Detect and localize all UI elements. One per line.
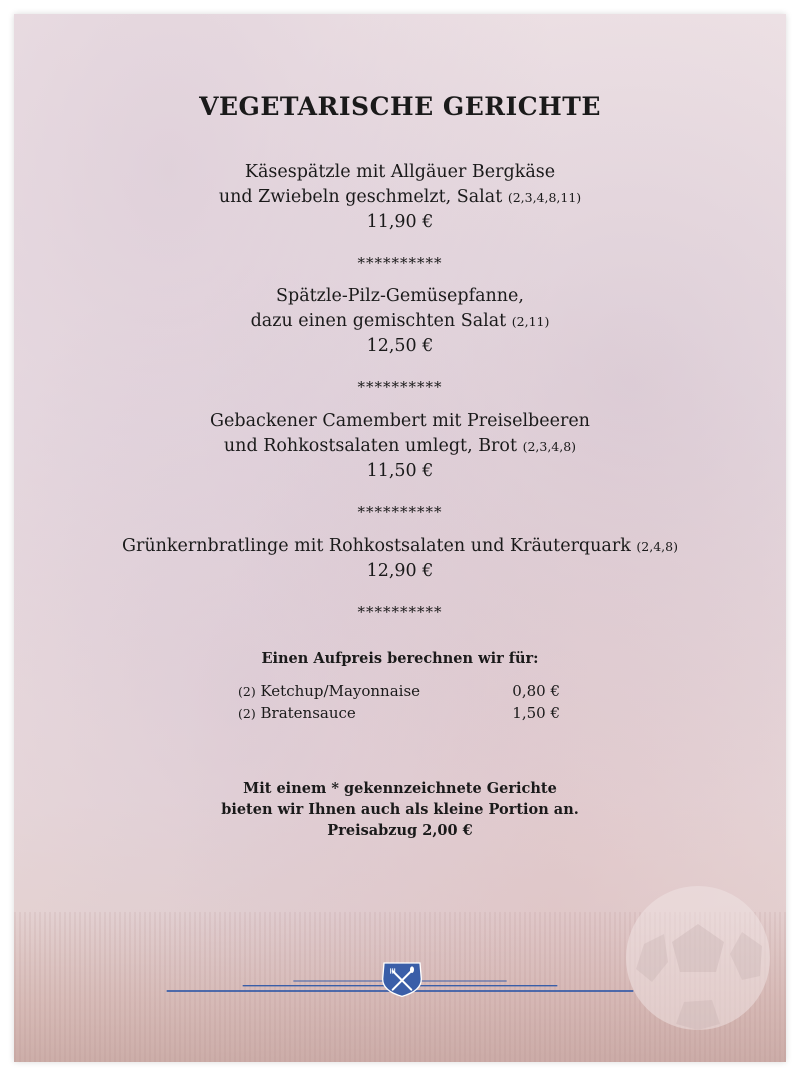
- dish-1-line2: und Zwiebeln geschmelzt, Salat: [218, 187, 503, 207]
- dish-2-line1: Spätzle-Pilz-Gemüsepfanne,: [276, 286, 524, 306]
- surcharge-row-2: [238, 704, 560, 722]
- surcharge-1-price: 0,80 €: [512, 682, 560, 700]
- surcharge-2-name: Bratensauce: [260, 704, 356, 722]
- dish-1: [14, 160, 786, 235]
- dish-1-price: 11,90 €: [366, 212, 434, 232]
- page-title: VEGETARISCHE GERICHTE: [199, 92, 601, 121]
- separator-4: **********: [357, 603, 443, 621]
- portion-note: [14, 778, 786, 841]
- dish-2-price: 12,50 €: [366, 336, 434, 356]
- surcharge-2-code: (2): [238, 706, 256, 721]
- dish-2-line2: dazu einen gemischten Salat: [250, 311, 507, 331]
- separator-2: **********: [357, 378, 443, 396]
- surcharge-title: Einen Aufpreis berechnen wir für:: [261, 650, 539, 667]
- football-icon: [624, 884, 772, 1032]
- surcharge-row-1: [238, 682, 560, 700]
- separator-3: **********: [357, 503, 443, 521]
- dish-2: [14, 284, 786, 359]
- dish-3-line2: und Rohkostsalaten umlegt, Brot: [223, 436, 517, 456]
- dish-4-line1: Grünkernbratlinge mit Rohkostsalaten und Kräuterquark: [122, 536, 631, 556]
- dish-3-line1: Gebackener Camembert mit Preiselbeeren: [210, 411, 590, 431]
- dish-4-allergens: (2,4,8): [636, 539, 678, 554]
- separator-1: **********: [357, 254, 443, 272]
- surcharge-2-price: 1,50 €: [512, 704, 560, 722]
- menu-page: [14, 14, 786, 1062]
- surcharge-1-code: (2): [238, 684, 256, 699]
- note-line3: Preisabzug 2,00 €: [327, 822, 473, 839]
- dish-4-price: 12,90 €: [366, 561, 434, 581]
- dish-4: [14, 534, 786, 584]
- surcharge-1-name: Ketchup/Mayonnaise: [260, 682, 421, 700]
- dish-2-allergens: (2,11): [511, 314, 550, 329]
- footer-crest: [14, 959, 786, 999]
- note-line1: Mit einem * gekennzeichnete Gerichte: [243, 780, 557, 797]
- dish-1-allergens: (2,3,4,8,11): [507, 190, 582, 205]
- dish-3-price: 11,50 €: [366, 461, 434, 481]
- dish-1-line1: Käsespätzle mit Allgäuer Bergkäse: [244, 162, 556, 182]
- dish-3: [14, 409, 786, 484]
- note-line2: bieten wir Ihnen auch als kleine Portion an.: [221, 801, 579, 818]
- dish-3-allergens: (2,3,4,8): [522, 439, 577, 454]
